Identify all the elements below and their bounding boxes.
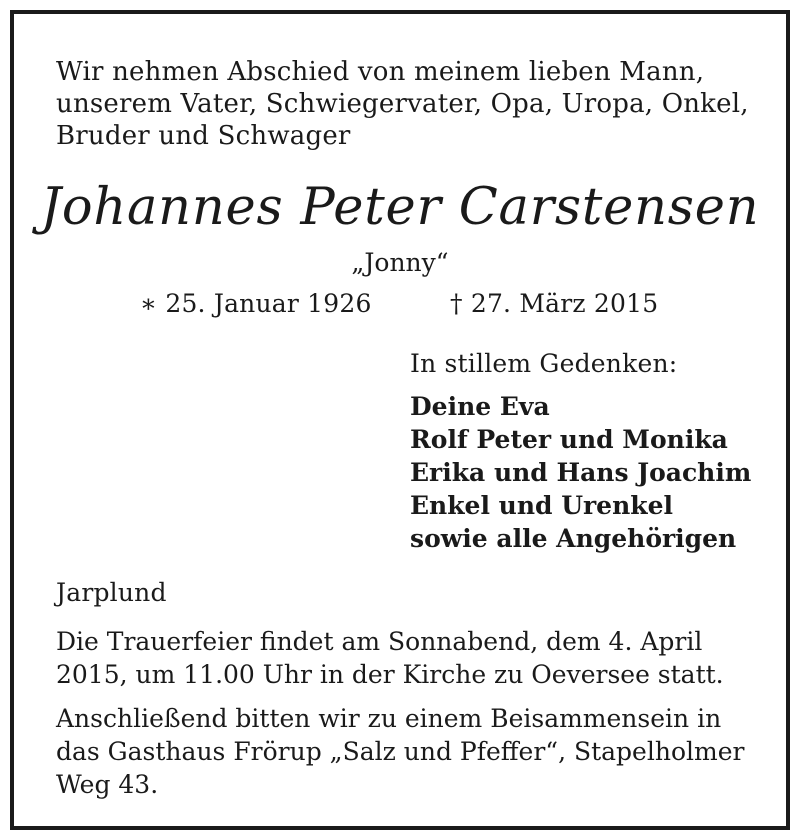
mourner-name: Rolf Peter und Monika bbox=[410, 425, 728, 454]
mourner-name: sowie alle Angehörigen bbox=[410, 524, 737, 553]
mourner-name: Enkel und Urenkel bbox=[410, 491, 673, 520]
deceased-name: Johannes Peter Carstensen bbox=[40, 178, 760, 237]
nickname: „Jonny“ bbox=[351, 248, 449, 277]
funeral-line: 2015, um 11.00 Uhr in der Kirche zu Oeversee statt. bbox=[56, 660, 724, 689]
intro-line: unserem Vater, Schwiegervater, Opa, Uropa, Onkel, bbox=[56, 89, 749, 119]
funeral-details bbox=[56, 625, 724, 691]
reception-line: Weg 43. bbox=[56, 770, 159, 799]
reception-line: das Gasthaus Frörup „Salz und Pfeffer“, Stapelholmer bbox=[56, 737, 745, 766]
reception-line: Anschließend bitten wir zu einem Beisammensein in bbox=[56, 704, 722, 733]
birth-date: ∗ 25. Januar 1926 bbox=[140, 289, 372, 318]
intro-line: Bruder und Schwager bbox=[56, 121, 351, 151]
funeral-line: Die Trauerfeier findet am Sonnabend, dem 4. April bbox=[56, 627, 703, 656]
intro-text bbox=[56, 56, 749, 152]
memory-heading: In stillem Gedenken: bbox=[410, 349, 678, 378]
mourners-list bbox=[410, 390, 751, 555]
death-date: † 27. März 2015 bbox=[450, 289, 659, 318]
mourner-name: Deine Eva bbox=[410, 392, 550, 421]
reception-details bbox=[56, 702, 744, 801]
mourner-name: Erika und Hans Joachim bbox=[410, 458, 752, 487]
place-name: Jarplund bbox=[56, 578, 167, 607]
intro-line: Wir nehmen Abschied von meinem lieben Mann, bbox=[56, 57, 705, 87]
